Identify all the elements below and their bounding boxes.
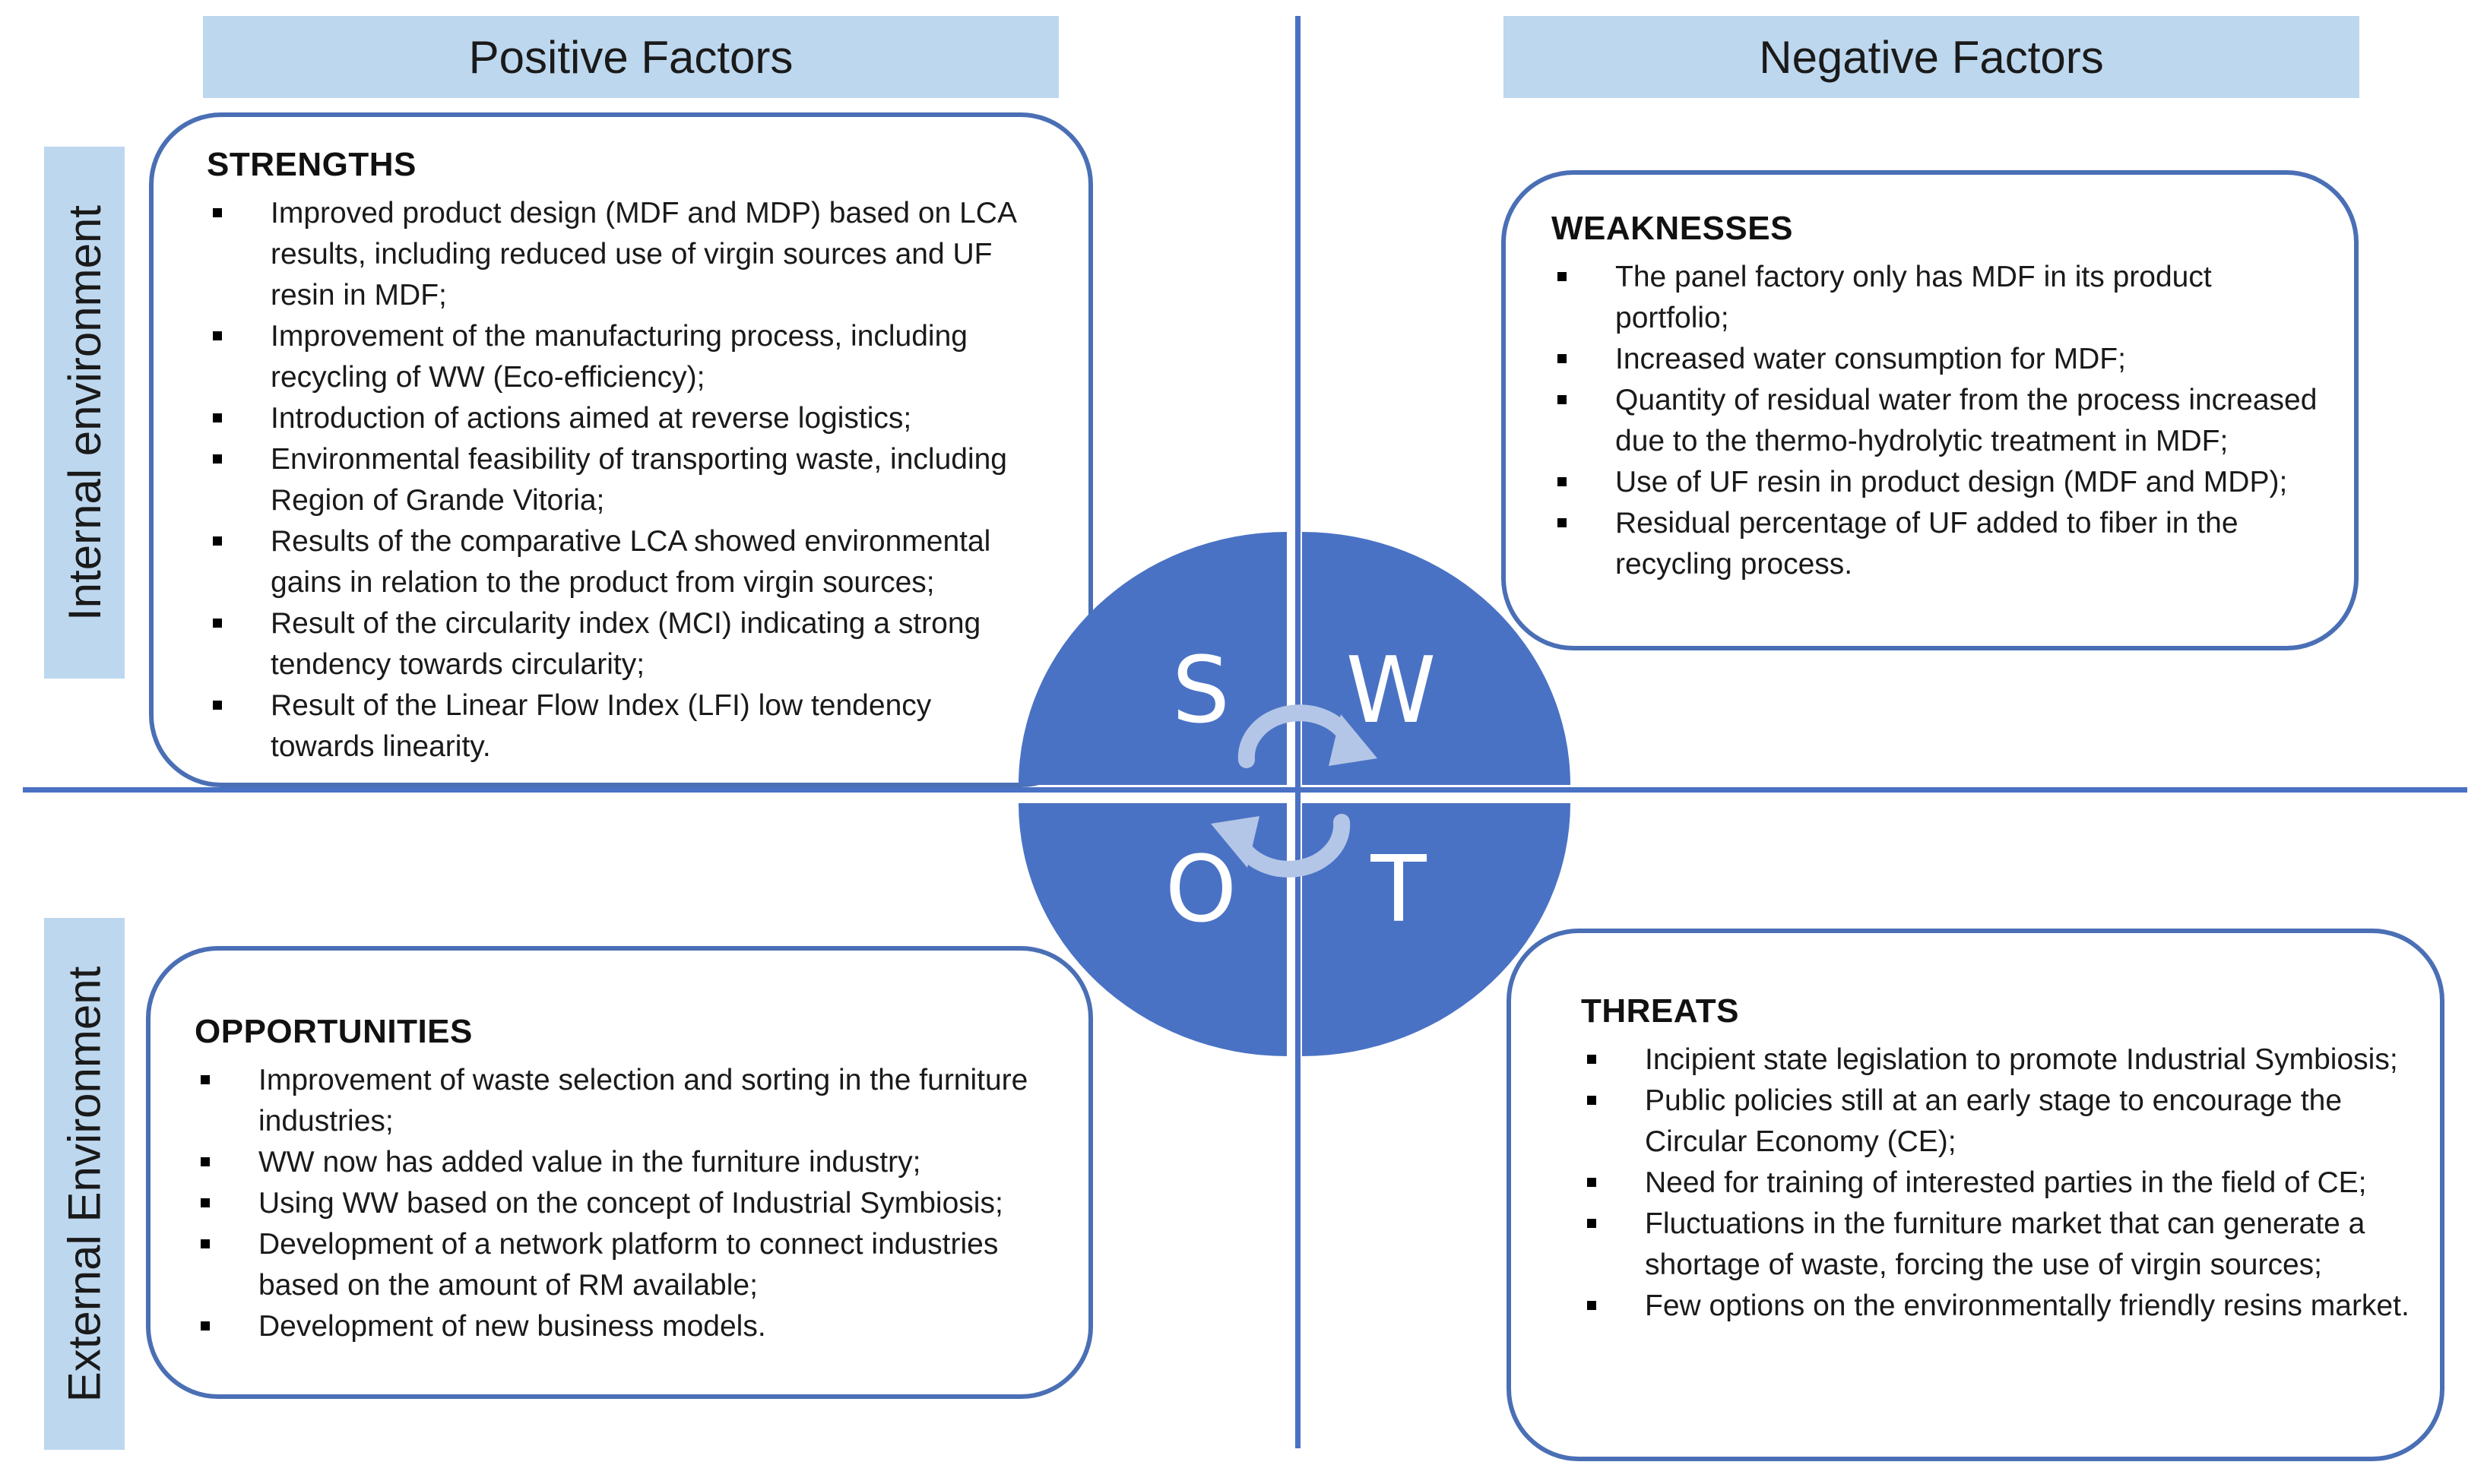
threats-item: Few options on the environmentally friendly resins market. [1581, 1286, 2410, 1327]
weaknesses-item: The panel factory only has MDF in its product portfolio; [1551, 257, 2324, 339]
external-environment-label [44, 918, 125, 1450]
strengths-item: Improved product design (MDF and MDP) based on LCA results, including reduced use of virgin sources and UF resin in MDF; [207, 193, 1043, 316]
internal-environment-label [44, 147, 125, 679]
negative-factors-header: Negative Factors [1503, 16, 2359, 98]
opportunities-box [146, 946, 1093, 1399]
letter-s: S [1171, 638, 1231, 744]
threats-item: Need for training of interested parties in the field of CE; [1581, 1163, 2410, 1204]
opportunities-list [195, 1060, 1058, 1347]
strengths-item: Introduction of actions aimed at reverse logistics; [207, 398, 1043, 439]
threats-title: THREATS [1581, 992, 1740, 1030]
opportunities-item: Development of a network platform to connect industries based on the amount of RM available; [195, 1224, 1058, 1306]
external-environment-text: External Environment [59, 966, 110, 1402]
letter-o: O [1164, 837, 1237, 943]
weaknesses-item: Quantity of residual water from the process increased due to the thermo-hydrolytic treatment in MDF; [1551, 380, 2324, 462]
weaknesses-list [1551, 257, 2324, 585]
strengths-item: Results of the comparative LCA showed environmental gains in relation to the product from virgin sources; [207, 521, 1043, 603]
swot-circle [1019, 532, 1570, 1056]
weaknesses-box [1501, 170, 2359, 650]
threats-list [1581, 1039, 2410, 1327]
letter-w: W [1345, 638, 1437, 744]
opportunities-item: Development of new business models. [195, 1306, 1058, 1347]
weaknesses-item: Residual percentage of UF added to fiber in the recycling process. [1551, 503, 2324, 585]
cycle-arrows-icon [1019, 532, 1570, 1056]
weaknesses-item: Use of UF resin in product design (MDF and MDP); [1551, 462, 2324, 503]
opportunities-item: Improvement of waste selection and sorting in the furniture industries; [195, 1060, 1058, 1142]
letter-t: T [1370, 837, 1427, 943]
weaknesses-title: WEAKNESSES [1551, 210, 1793, 247]
weaknesses-item: Increased water consumption for MDF; [1551, 339, 2324, 380]
strengths-list [207, 193, 1043, 767]
strengths-item: Environmental feasibility of transporting waste, including Region of Grande Vitoria; [207, 439, 1043, 521]
opportunities-title: OPPORTUNITIES [195, 1013, 473, 1050]
internal-environment-text: Internal environment [59, 204, 110, 621]
positive-factors-header: Positive Factors [203, 16, 1059, 98]
opportunities-item: WW now has added value in the furniture industry; [195, 1142, 1058, 1183]
strengths-title: STRENGTHS [207, 146, 417, 183]
threats-box [1507, 929, 2444, 1461]
strengths-item: Improvement of the manufacturing process, including recycling of WW (Eco-efficiency); [207, 316, 1043, 398]
opportunities-item: Using WW based on the concept of Industrial Symbiosis; [195, 1183, 1058, 1224]
threats-item: Public policies still at an early stage to encourage the Circular Economy (CE); [1581, 1081, 2410, 1163]
strengths-box [149, 112, 1093, 787]
strengths-item: Result of the Linear Flow Index (LFI) low tendency towards linearity. [207, 685, 1043, 767]
strengths-item: Result of the circularity index (MCI) indicating a strong tendency towards circularity; [207, 603, 1043, 685]
threats-item: Fluctuations in the furniture market that can generate a shortage of waste, forcing the use of virgin sources; [1581, 1204, 2410, 1286]
threats-item: Incipient state legislation to promote Industrial Symbiosis; [1581, 1039, 2410, 1081]
